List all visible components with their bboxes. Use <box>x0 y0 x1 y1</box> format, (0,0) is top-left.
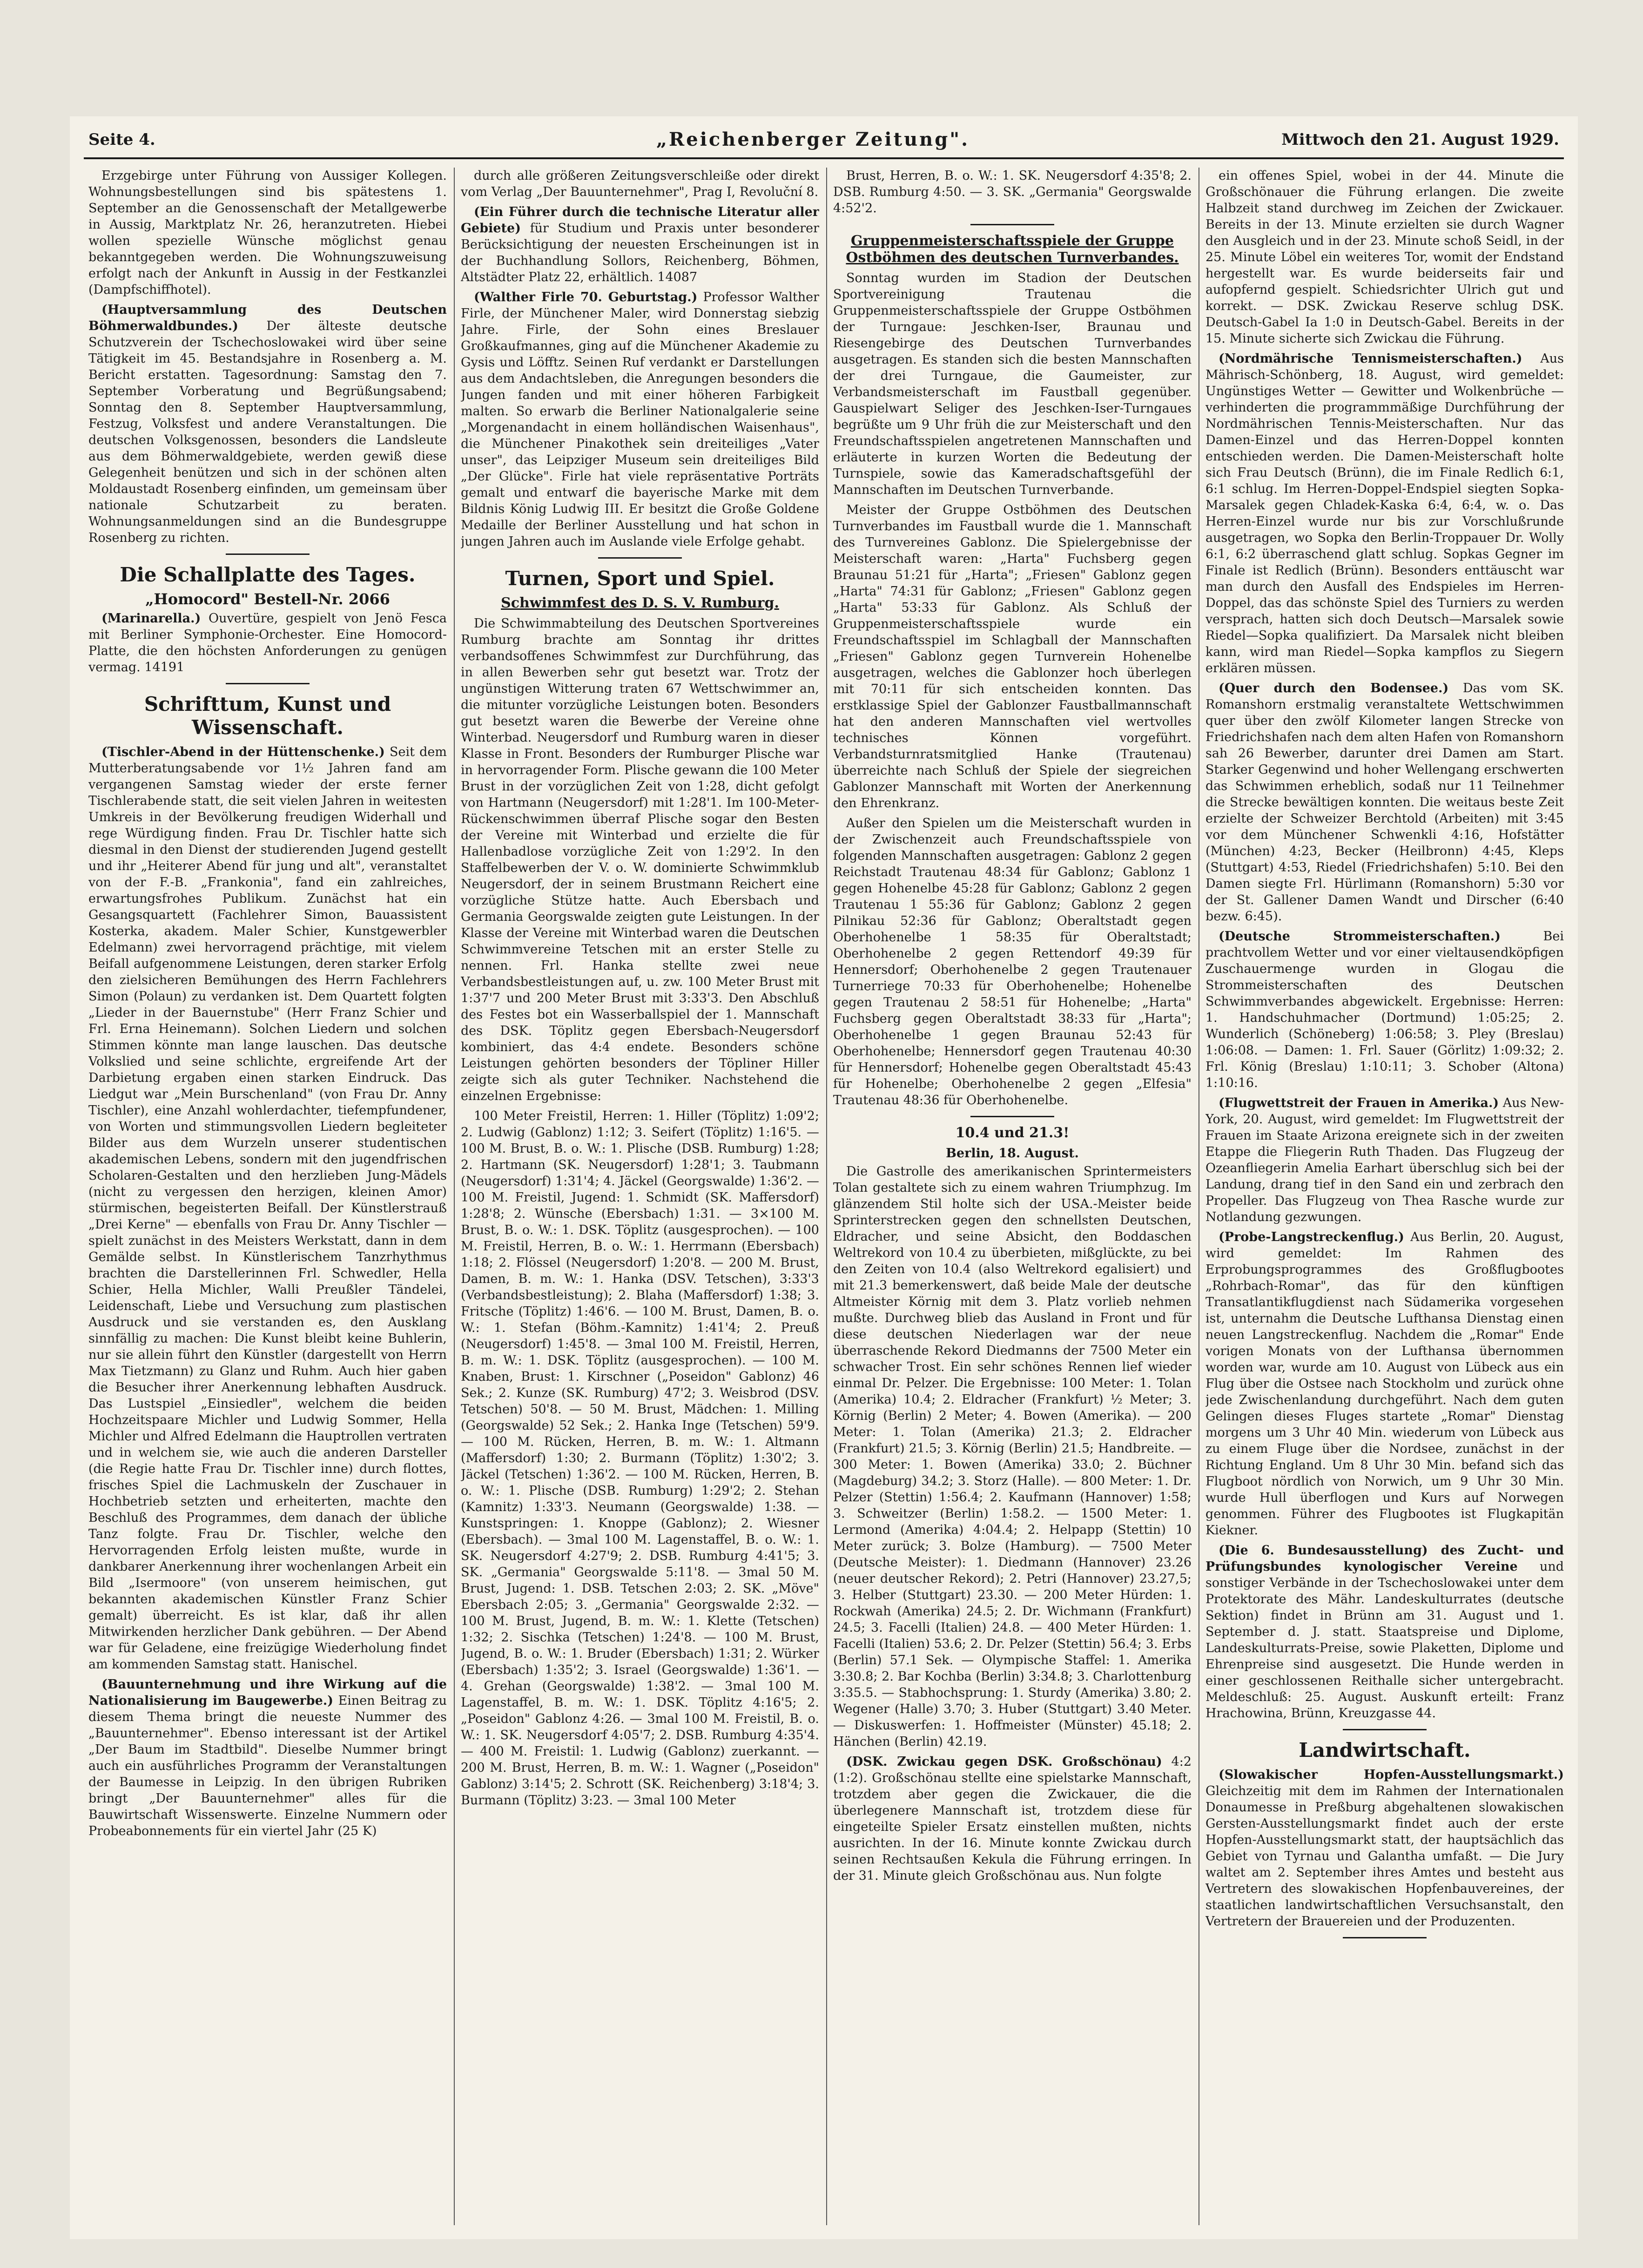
article-schwimmfest-results: 100 Meter Freistil, Herren: 1. Hiller (Töplitz) 1:09'2; 2. Ludwig (Gablonz) 1:12; 3. Seifert (Töplitz) 1:16'5. — 100 M. Brust, B. o. W.: 1. Plische (DSB. Rumburg) 1:28; 2. Hartmann (SK. Neugersdorf) 1:28'1; 3. Taubmann (Neugersdorf) 1:31'4; 4. Jäckel (Georgswalde) 1:36'2. — 100 M. Freistil, Jugend: 1. Schmidt (SK. Maffersdorf) 1:28'8; 2. Wünsche (Ebersbach) 1:31. — 3×100 M. Brust, B. o. W.: 1. DSK. Töplitz (ausgesprochen). — 100 M. Freistil, Herren, B. o. W.: 1. Herrmann (Ebersbach) 1:18; 2. Flössel (Neugersdorf) 1:20'8. — 200 M. Brust, Damen, B. m. W.: 1. Hanka (DSV. Tetschen), 3:33'3 (Verbandsbestleistung); 2. Blaha (Maffersdorf) 1:38; 3. Fritsche (Töplitz) 1:46'6. — 100 M. Brust, Damen, B. o. W.: 1. Stefan (Böhm.-Kamnitz) 1:41'4; 2. Preuß (Neugersdorf) 1:45'8. — 3mal 100 M. Freistil, Herren, B. m. W.: 1. DSK. Töplitz (ausgesprochen). — 100 M. Knaben, Brust: 1. Kirschner („Poseidon" Gablonz) 46 Sek.; 2. Kunze (SK. Rumburg) 47'2; 3. Weisbrod (DSV. Tetschen) 50'8. — 50 M. Brust, Mädchen: 1. Milling (Georgswalde) 52 Sek.; 2. Hanka Inge (Tetschen) 59'9. — 100 M. Rücken, Herren, B. m. W.: 1. Altmann (Maffersdorf) 1:30; 2. Burmann (Töplitz) 1:30'2; 3. Jäckel (Tetschen) 1:36'2. — 100 M. Rücken, Herren, B. o. W.: 1. Plische (DSB. Rumburg) 1:29'2; 2. Stehan (Kamnitz) 1:33'3. Neumann (Georgswalde) 1:38. — Kunstspringen: 1. Knoppe (Gablonz); 2. Wiesner (Ebersbach). — 3mal 100 M. Lagenstaffel, B. o. W.: 1. SK. Neugersdorf 4:27'9; 2. DSB. Rumburg 4:41'5; 3. SK. „Germania" Georgswalde 5:11'8. — 3mal 50 M. Brust, Jugend: 1. DSB. Tetschen 2:03; 2. SK. „Möve" Ebersbach 2:05; 3. „Germania" Georgswalde 2:32. — 100 M. Brust, Jugend, B. m. W.: 1. Klette (Tetschen) 1:32; 2. Sischka (Tetschen) 1:24'8. — 100 M. Brust, Jugend, B. o. W.: 1. Bruder (Ebersbach) 1:31; 2. Würker (Ebersbach) 1:35'2; 3. Israel (Georgswalde) 1:36'1. — 4. Grehan (Georgswalde) 1:38'2. — 3mal 100 M. Lagenstaffel, B. m. W.: 1. DSK. Töplitz 4:16'5; 2. „Poseidon" Gablonz 4:26. — 3mal 100 M. Freistil, B. o. W.: 1. SK. Neugersdorf 4:05'7; 2. DSB. Rumburg 4:35'4. — 400 M. Freistil: 1. Ludwig (Gablonz) zuerkannt. — 200 M. Brust, Herren, B. m. W.: 1. Wagner („Poseidon" Gablonz) 3:14'5; 2. Schrott (SK. Reichenberg) 3:18'4; 3. Burmann (Töplitz) 3:23. — 3mal 100 Meter <box>461 1109 819 1808</box>
article-gruppenmeisterschaft: Sonntag wurden im Stadion der Deutschen Sportvereinigung Trautenau die Gruppenmeisterschaftsspiele der Gruppe Ostböhmen der Turngaue: Jeschken-Iser, Braunau und Riesengebirge des Deutschen Turnverbandes ausgetragen. Es standen sich die besten Mannschaften der drei Turngaue, die Gaumeister, zur Verbandsmeisterschaft im Faustball gegenüber. Gauspielwart Seliger des Jeschken-Iser-Turngaues begrüßte um 9 Uhr früh die zur Meisterschaft und den Freundschaftsspielen angetretenen Mannschaften und erläuterte in kurzen Worten die Bedeutung der Turnspiele, sowie das Kameradschaftsgefühl der Mannschaften im Deutschen Turnverbande. <box>833 271 1192 497</box>
column-4 <box>1205 168 1564 2225</box>
article-body: Seit dem Mutterberatungsabende vor 1½ Jahren fand am vergangenen Samstag wieder der erste ferner Tischlerabende statt, die seit vielen Jahren in weitesten Umkreis in der Bevölkerung freudigen Widerhall und rege Würdigung finden. Frau Dr. Tischler hatte sich diesmal in den Dienst der studierenden Jugend gestellt und ihr „Heiterer Abend für jung und alt", veranstaltet von der F.-B. „Frankonia", fand ein zahlreiches, erwartungsfrohes Publikum. Zunächst hat ein Gesangsquartett (Fachlehrer Simon, Bauassistent Kosterka, akadem. Maler Schier, Kunstgewerbler Edelmann) zwei hervorragend prächtige, mit vielem Beifall aufgenommene Leistungen, deren starker Erfolg den zielsicheren Bemühungen des Herrn Fachlehrers Simon (Polaun) zu verdanken ist. Dem Quartett folgten „Lieder in der Bauernstube" (Herr Franz Schier und Frl. Erna Heinemann). Solchen Liedern und solchen Stimmen könnte man lange lauschen. Das deutsche Volkslied und seine schlichte, ergreifende Art der Darbietung ergaben einen starken Eindruck. Das Liedgut war „Mein Burschenland" (von Frau Dr. Anny Tischler), eine Anzahl wohlerdachter, tiefempfundener, von Worten und stimmungsvollen Liedern begleiteter Bilder aus dem Wurzeln unserer studentischen akademischen Lebens, sondern mit den jugendfrischen Scholaren-Gestalten und den herzlieben Jung-Mädels (nicht zu vergessen den herzigen, kleinen Amor) stürmischen, begeisterten Beifall. Der Künstlerstrauß „Drei Kerne" — ebenfalls von Frau Dr. Anny Tischler — spielt zunächst in des Meisters Werkstatt, dann in dem Gemälde selbst. In Künstlerischem Tanzrhythmus brachten die Darstellerinnen Frl. Schwedler, Hella Schier, Hella Michler, Walli Preußler Tändelei, Leidenschaft, Liebe und Versuchung zum plastischen Ausdruck und sie verstanden es, den Ausklang sinnfällig zu machen: Die Kunst bleibt keine Buhlerin, nur sie allein führt den Künstler (dargestellt von Herrn Max Tietzmann) zu Glanz und Ruhm. Auch hier gaben die Besucher ihrer Anerkennung lebhaften Ausdruck. Das Lustspiel „Einsiedler", welchem die beiden Hochzeitspaare Michler und Ludwig Sommer, Hella Michler und Alfred Edelmann die Hauptrollen vertraten und in welchem sie, wie auch die anderen Darsteller (die Regie hatte Frau Dr. Tischler inne) durch flottes, frisches Spiel die Lachmuskeln der Zuschauer in Hochbetrieb setzten und erheiterten, machte den Beschluß des Programmes, dem danach der übliche Tanz folgte. Frau Dr. Tischler, welche den Hervorragenden Erfolg leisten mußte, wurde in dankbarer Anerkennung ihrer wochenlangen Arbeit ein Bild „Isermoore" (von unserem heimischen, gut bekannten akademischen Künstler Franz Schier gemalt) überreicht. Es ist klar, daß ihr allen Mitwirkenden herzlicher Dank gebühren. — Der Abend war für Geladene, eine freizügige Wiederholung findet am kommenden Samstag statt. Hanischel. <box>88 745 447 1672</box>
article-body: 4:2 (1:2). Großschönau stellte eine spielstarke Mannschaft, trotzdem aber gegen die Zwickauer, die die überlegenere Mannschaft ist, trotzdem diese für eingeteilte Spieler Ersatz einstellen mußten, nichts ausrichten. In der 16. Minute konnte Zwickau durch seinen Rechtsaußen Kekula die Führung erringen. In der 31. Minute gleich Großschönau aus. Nun folgte <box>833 1755 1192 1883</box>
article-hopfenmarkt <box>1205 1767 1564 1930</box>
article-lead: (DSK. Zwickau gegen DSK. Großschönau) <box>846 1755 1162 1769</box>
article-body: für Studium und Praxis unter besonderer Berücksichtigung der neuesten Erscheinungen ist in der Buchhandlung Sollors, Reichenberg, Böhmen, Altstädter Platz 22, erhältlich. 14087 <box>461 221 819 284</box>
article-schwimmfest: Die Schwimmabteilung des Deutschen Sportvereines Rumburg brachte am Sonntag ihr drittes verbandsoffenes Schwimmfest zur Durchführung, das in allen Bewerben sehr gut besetzt war. Trotz der ungünstigen Witterung traten 67 Wettschwimmer an, die mitunter vorzügliche Leistungen boten. Besonders gut besetzt waren die Bewerbe der Vereine ohne Winterbad. Neugersdorf und Rumburg waren in dieser Klasse in Front. Besonders der Rumburger Plische war in hervorragender Form. Plische gewann die 100 Meter Brust in der vorzüglichen Zeit von 1:28, dicht gefolgt von Hartmann (Neugersdorf) mit 1:28'1. Im 100-Meter-Rückenschwimmen überraf Plische sogar den Besten der Vereine mit Winterbad und erzielte die für Hallenbadlose vorzügliche Zeit von 1:29'2. In den Staffelbewerben der V. o. W. dominierte Schwimmklub Neugersdorf, der in seinem Brustmann Reichert eine vorzügliche Stütze hatte. Auch Ebersbach und Germania Georgswalde zeigten gute Leistungen. In der Klasse der Vereine mit Winterbad waren die Deutschen Schwimmvereine Tetschen mit an erster Stelle zu nennen. Frl. Hanka stellte zwei neue Verbandsbestleistungen auf, u. zw. 100 Meter Brust mit 1:37'7 und 200 Meter Brust mit 3:33'3. Den Abschluß des Festes bot ein Wasserballspiel der 1. Mannschaft des DSK. Töplitz gegen Ebersbach-Neugersdorf kombiniert, das 4:4 endete. Besonders schöne Leistungen gehörten besonders der Töpliner Hiller zeigte sich als guter Techniker. Nachstehend die einzelnen Ergebnisse: <box>461 616 819 1103</box>
article-boehmerwaldbund <box>88 302 447 546</box>
article-body: Einen Beitrag zu diesem Thema bringt die neueste Nummer des „Bauunternehmer". Ebenso interessant ist der Artikel „Der Baum im Stadtbild". Dieselbe Nummer bringt auch ein ausführliches Programm der Veranstaltungen der Baumesse in Leipzig. In den übrigen Rubriken bringt „Der Bauunternehmer" alles für die Bauwirtschaft Wissenswerte. Einzelne Nummern oder Probeabonnements für ein viertel Jahr (25 K) <box>88 1694 447 1838</box>
article-marinarella <box>88 610 447 675</box>
article-heading-tolan: 10.4 und 21.3! <box>955 1125 1070 1141</box>
article-dateline: Berlin, 18. August. <box>946 1146 1079 1161</box>
header-rule <box>84 157 1564 159</box>
article-lead: (Tischler-Abend in der Hüttenschenke.) <box>101 745 385 759</box>
article-lead: (Hauptversammlung des Deutschen Böhmerwaldbundes.) <box>88 303 447 333</box>
column-rule <box>454 168 455 2225</box>
article-body: Aus Mährisch-Schönberg, 18. August, wird gemeldet: Ungünstiges Wetter — Gewitter und Wolkenbrüche — verhinderten die programmmäßige Durchführung der Nordmährischen Tennis-Meisterschaften. Nur das Damen-Einzel und das Herren-Doppel konnten entschieden werden. Die Damen-Meisterschaft holte sich Frau Deutsch (Brünn), die im Finale Redlich 6:1, 6:1 schlug. Im Herren-Doppel-Endspiel siegten Sopka-Marsalek gegen Chladek-Kaska 6:4, 6:4, w. o. Das Herren-Einzel wurde nur bis zur Vorschlußrunde ausgetragen, wo Sopka den Berlin-Troppauer Dr. Wolly 6:1, 6:2 überraschend glatt schlug. Sopkas Gegner im Finale ist Redlich (Brünn). Besonders enttäuscht war man durch den Ausfall des Endspieles im Herren-Doppel, das das schönste Spiel des Turniers zu werden versprach, hatten sich doch Deutsch—Marsalek sowie Riedel—Sopka qualifiziert. Da Marsalek nicht bleiben kann, wird man Riedel—Sopka kampflos zu Siegern erklären müssen. <box>1205 351 1564 675</box>
article-flugwettstreit <box>1205 1095 1564 1225</box>
article-body: Gleichzeitig mit dem im Rahmen der Internationalen Donaumesse in Preßburg abgehaltenen slowakischen Gersten-Ausstellungsmarkt findet auch der erste Hopfen-Ausstellungsmarkt statt, der hauptsächlich das Gebiet von Tyrnau und Galantha umfaßt. — Die Jury waltet am 2. September ihres Amtes und besteht aus Vertretern des slowakischen Hopfenbauvereines, der staatlichen landwirtschaftlichen Versuchsanstalt, den Vertretern der Brauereien und der Produzenten. <box>1205 1784 1564 1929</box>
article-lead: (Slowakischer Hopfen-Ausstellungsmarkt.) <box>1219 1768 1564 1782</box>
article-body: Das vom SK. Romanshorn erstmalig veranstaltete Wettschwimmen quer über den zwölf Kilometer langen Strecke von Friedrichshafen nach dem alten Hafen von Romanshorn sah 26 Bewerber, darunter drei Damen am Start. Starker Gegenwind und hoher Wellengang erschwerten das Schwimmen erheblich, sodaß nur 11 Teilnehmer die Strecke bewältigen konnten. Die weitaus beste Zeit erzielte der Schweizer Berchtold (Arbeiten) mit 3:45 vor dem Münchener Schwenkli 4:16, Hofstätter (München) 4:23, Becker (Heilbronn) 4:45, Kleps (Stuttgart) 4:53, Riedel (Friedrichshafen) 5:10. Bei den Damen siegte Frl. Hürlimann (Romanshorn) 5:30 vor der St. Gallener Damen Wandt und Dirscher (6:40 bezw. 6:45). <box>1205 681 1564 924</box>
section-heading-kunst: Schrifttum, Kunst und Wissenschaft. <box>144 693 391 739</box>
page-number: Seite 4. <box>88 130 155 149</box>
article-lead: (Die 6. Bundesausstellung) des Zucht- und Prüfungsbundes kynologischer Vereine <box>1205 1543 1564 1574</box>
newspaper-page <box>70 116 1578 2239</box>
section-divider <box>226 554 310 555</box>
article-erzgebirge: Erzgebirge unter Führung von Aussiger Kollegen. Wohnungsbestellungen sind bis spätestens 1. September an die Genossenschaft der Metallgewerbe in Aussig, Marktplatz Nr. 26, heranzutreten. Hiebei wollen spezielle Wünsche möglichst genau bekanntgegeben werden. Die Wohnungszuweisung erfolgt nach der Ankunft in Aussig in der Festkanzlei (Dampfschiffhotel). <box>88 169 447 297</box>
article-bauunternehmer-cont: durch alle größeren Zeitungsverschleiße oder direkt vom Verlag „Der Bauunternehmer", Prag I, Revoluční 8. <box>461 169 819 199</box>
article-bundesausstellung <box>1205 1542 1564 1721</box>
article-body: Professor Walther Firle, der Münchener Maler, wird Donnerstag siebzig Jahre. Firle, der Sohn eines Breslauer Großkaufmannes, ging auf die Münchener Akademie zu Gysis und Löfftz. Seinen Ruf verdankt er Darstellungen aus dem Andachtsleben, die Anregungen besonders die Jungen fanden und mit einer höheren Farbigkeit malten. So erwarb die Berliner Nationalgalerie seine „Morgenandacht in einem holländischen Waisenhaus", die Münchener Pinakothek sein dreiteiliges „Vater unser", das Leipziger Museum sein dreiteiliges Bild „Der Glücke". Firle hat viele repräsentative Porträts gemalt und entwarf die bayerische Marke mit dem Bildnis König Ludwig III. Er besitzt die Große Goldene Medaille der Berliner Ausstellung und hat schon in jungen Jahren auch im Auslande viele Erfolge gehabt. <box>461 290 819 549</box>
article-body: Ouvertüre, gespielt von Jenö Fesca mit Berliner Symphonie-Orchester. Eine Homocord-Platte, die den höchsten Anforderungen zu genügen vermag. 14191 <box>88 611 447 675</box>
article-schwimmfest-results-cont: Brust, Herren, B. o. W.: 1. SK. Neugersdorf 4:35'8; 2. DSB. Rumburg 4:50. — 3. SK. „Germania" Georgswalde 4:52'2. <box>833 169 1192 216</box>
article-body: Aus Berlin, 20. August, wird gemeldet: Im Rahmen des Erprobungsprogrammes des Großflugbootes „Rohrbach-Romar", das für den künftigen Transatlantikflugdienst nach Südamerika vorgesehen ist, unternahm die Deutsche Lufthansa Dienstag einen neuen Langstreckenflug. Nachdem die „Romar" Ende vorigen Monats von der Lufthansa übernommen worden war, wurde am 10. August von Lübeck aus ein Flug über die Ostsee nach Stockholm und zurück ohne jede Zwischenlandung durchgeführt. Nach dem guten Gelingen dieses Fluges startete „Romar" Dienstag morgens um 3 Uhr 40 Min. wiederum von Lübeck aus zu einem Fluge über die Nordsee, zunächst in der Richtung England. Um 8 Uhr 30 Min. befand sich das Flugboot nördlich von Norwich, um 9 Uhr 30 Min. wurde Hull überflogen und Kurs auf Norwegen genommen. Führer des Flugbootes ist Flugkapitän Kiekner. <box>1205 1230 1564 1538</box>
section-divider <box>1343 1937 1427 1938</box>
section-divider <box>1343 1729 1427 1730</box>
newspaper-title: „Reichenberger Zeitung". <box>656 128 970 150</box>
column-1 <box>88 168 447 2225</box>
column-3 <box>833 168 1192 2225</box>
article-body: Der älteste deutsche Schutzverein der Tschechoslowakei wird über seine Tätigkeit im 45. Bestandsjahre in Rosenberg a. M. Bericht erstatten. Tagesordnung: Samstag den 7. September Vorberatung und Begrüßungsabend; Sonntag den 8. September Hauptversammlung, Festzug, Volksfest und andere Veranstaltungen. Die deutschen Volksgenossen, besonders die Landsleute aus dem Böhmerwaldgebiete, werden gewiß diese Gelegenheit benützen und sich in der schönen alten Moldaustadt Rosenberg einfinden, um gemeinsam über nationale Schutzarbeit zu beraten. Wohnungsanmeldungen sind an die Bundesgruppe Rosenberg zu richten. <box>88 319 447 545</box>
section-divider <box>970 224 1054 225</box>
section-divider <box>970 1116 1054 1117</box>
article-lead: (Quer durch den Bodensee.) <box>1219 681 1449 695</box>
article-lead: (Bauunternehmung und ihre Wirkung auf die Nationalisierung im Baugewerbe.) <box>88 1677 447 1708</box>
article-body: und sonstiger Verbände in der Tschechoslowakei unter dem Protektorate des Mähr. Landeskulturrates (deutsche Sektion) findet in Brünn am 31. August und 1. September d. J. statt. Staatspreise und Diplome, Landeskulturrats-Preise, sowie Plaketten, Diplome und Ehrenpreise sind ausgesetzt. Die Hunde werden in einer geschlossenen Reithalle sicher untergebracht. Meldeschluß: 25. August. Auskunft erteilt: Franz Hrachowina, Brünn, Kreuzgasse 44. <box>1205 1559 1564 1721</box>
section-heading-schallplatte: Die Schallplatte des Tages. <box>120 563 416 586</box>
article-lead: (Deutsche Strommeisterschaften.) <box>1219 929 1501 944</box>
section-heading-sport: Turnen, Sport und Spiel. <box>505 567 775 590</box>
article-lead: (Marinarella.) <box>101 611 201 626</box>
article-firle <box>461 289 819 550</box>
issue-date: Mittwoch den 21. August 1929. <box>1281 130 1559 149</box>
article-gruppenmeister-result: Meister der Gruppe Ostböhmen des Deutschen Turnverbandes im Faustball wurde die 1. Mannschaft des Turnvereines Gablonz. Die Spielergebnisse der Meisterschaft waren: „Harta" Fuchsberg gegen Braunau 51:21 für „Harta"; „Friesen" Gablonz gegen „Harta" 74:31 für Gablonz; „Friesen" Gablonz gegen „Harta" 53:33 für Gablonz. Als Schluß der Gruppenmeisterschaftsspiele wurde ein Freundschaftsspiel im Schlagball der Mannschaften „Friesen" Gablonz gegen Turnverein Hohenelbe ausgetragen, welches die Gablonzer hoch überlegen mit 70:11 für sich entscheiden konnten. Das erstklassige Spiel der Gablonzer Faustballmannschaft hat den anderen Mannschaften viel wertvolles technisches Können vorgeführt. Verbandsturnratsmitglied Hanke (Trautenau) überreichte nach Schluß der Spiele der siegreichen Gablonzer Mannschaft mit Worten der Anerkennung den Ehrenkranz. <box>833 503 1192 810</box>
page-header <box>88 126 1559 154</box>
article-strommeisterschaft <box>1205 928 1564 1091</box>
article-lead: (Flugwettstreit der Frauen in Amerika.) <box>1219 1096 1499 1110</box>
article-lead: (Nordmährische Tennismeisterschaften.) <box>1219 351 1522 366</box>
article-literatur <box>461 204 819 285</box>
article-lead: (Walther Firle 70. Geburtstag.) <box>474 290 698 304</box>
record-order-number: „Homocord" Bestell-Nr. 2066 <box>145 590 390 608</box>
section-heading-landwirtschaft: Landwirtschaft. <box>1299 1739 1471 1762</box>
article-tolan: Die Gastrolle des amerikanischen Sprintermeisters Tolan gestaltete sich zu einem wahren Triumphzug. Im glänzendem Stil holte sich der USA.-Meister beide Sprinterstrecken gegen den schnellsten Deutschen, Eldracher, und seine Absicht, den Boddaschen Weltrekord von 10.4 zu überbieten, mißglückte, zu bei den Zeiten von 10.4 (also Weltrekord egalisiert) und mit 21.3 bemerkenswert, daß beide Male der deutsche Altmeister Körnig mit dem 3. Platz vorlieb nehmen mußte. Durchweg blieb das Ausland in Front und für diese deutschen Niederlagen war der neue überraschende Rekord Diedmanns der 7500 Meter ein schwacher Trost. Ein sehr schönes Rennen lief wieder einmal Dr. Pelzer. Die Ergebnisse: 100 Meter: 1. Tolan (Amerika) 10.4; 2. Eldracher (Frankfurt) ½ Meter; 3. Körnig (Berlin) 2 Meter; 4. Bowen (Amerika). — 200 Meter: 1. Tolan (Amerika) 21.3; 2. Eldracher (Frankfurt) 21.5; 3. Körnig (Berlin) 21.5; Handbreite. — 300 Meter: 1. Bowen (Amerika) 33.0; 2. Büchner (Magdeburg) 34.2; 3. Storz (Halle). — 800 Meter: 1. Dr. Pelzer (Stettin) 1:56.4; 2. Kaufmann (Hannover) 1:58; 3. Schweitzer (Berlin) 1:58.2. — 1500 Meter: 1. Lermond (Amerika) 4:04.4; 2. Helpapp (Stettin) 10 Meter zurück; 3. Bolze (Hamburg). — 7500 Meter (Deutsche Meister): 1. Diedmann (Hannover) 23.26 (neuer deutscher Rekord); 2. Petri (Hannover) 23.27,5; 3. Helber (Stuttgart) 23.30. — 200 Meter Hürden: 1. Rockwah (Amerika) 24.5; 2. Dr. Wichmann (Frankfurt) 24.5; 3. Facelli (Italien) 24.8. — 400 Meter Hürden: 1. Facelli (Italien) 53.6; 2. Dr. Pelzer (Stettin) 56.4; 3. Erbs (Berlin) 57.1 Sek. — Olympische Staffel: 1. Amerika 3:30.8; 2. Bar Kochba (Berlin) 3:34.8; 3. Charlottenburg 3:35.5. — Stabhochsprung: 1. Sturdy (Amerika) 3.80; 2. Wegener (Halle) 3.70; 3. Huber (Stuttgart) 3.40 Meter. — Diskuswerfen: 1. Hoffmeister (Münster) 45.18; 2. Hänchen (Berlin) 42.19. <box>833 1164 1192 1749</box>
article-tischler-abend <box>88 744 447 1673</box>
article-heading-gruppenmeisterschaft: Gruppenmeisterschaftsspiele der Gruppe Ostböhmen des deutschen Turnverbandes. <box>846 233 1179 266</box>
column-2 <box>461 168 819 2225</box>
article-tennis <box>1205 351 1564 676</box>
article-body: Bei prachtvollem Wetter und vor einer vieltausendköpfigen Zuschauermenge wurden in Glogau die Strommeisterschaften des Deutschen Schwimmverbandes abgewickelt. Ergebnisse: Herren: 1. Handschuhmacher (Dortmund) 1:05:25; 2. Wunderlich (Schöneberg) 1:06:58; 3. Pley (Breslau) 1:06:08. — Damen: 1. Frl. Sauer (Görlitz) 1:09:32; 2. Frl. König (Breslau) 1:10:11; 3. Schober (Altona) 1:10:16. <box>1205 929 1564 1090</box>
article-zwickau <box>833 1754 1192 1884</box>
article-freundschaftsspiele: Außer den Spielen um die Meisterschaft wurden in der Zwischenzeit auch Freundschaftsspiele von folgenden Mannschaften ausgetragen: Gablonz 2 gegen Reichstadt Trautenau 48:34 für Gablonz; Gablonz 1 gegen Hohenelbe 45:28 für Gablonz; Gablonz 2 gegen Trautenau 1 55:36 für Gablonz; Gablonz 2 gegen Pilnikau 52:36 für Gablonz; Oberaltstadt gegen Oberhohenelbe 1 58:35 für Oberaltstadt; Oberhohenelbe 2 gegen Rettendorf 49:39 für Hennersdorf; Oberhohenelbe 2 gegen Trautenauer Turnerriege 70:33 für Oberhohenelbe; Hohenelbe gegen Trautenau 2 58:51 für Hohenelbe; „Harta" Fuchsberg gegen Oberaltstadt 38:33 für „Harta"; Oberhohenelbe 1 gegen Braunau 52:43 für Oberhohenelbe; Hennersdorf gegen Trautenau 40:30 für Hennersdorf; Hohenelbe gegen Oberaltstadt 45:43 für Hohenelbe; Oberhohenelbe 2 gegen „Elfesia" Trautenau 48:36 für Oberhohenelbe. <box>833 816 1192 1107</box>
article-bodensee <box>1205 680 1564 925</box>
section-divider <box>226 683 310 684</box>
article-zwickau-cont: ein offenes Spiel, wobei in der 44. Minute die Großschönauer die Führung erlangen. Die zweite Halbzeit stand durchweg im Zeichen der Zwickauer. Bereits in der 13. Minute erzielten sie durch Wagner den Ausgleich und in der 23. Minute schoß Seidl, in der 25. Minute Löbel ein weiteres Tor, womit der Endstand hergestellt war. Es wurde beiderseits fair und aufopfernd gespielt. Schiedsrichter Ulrich gut und korrekt. — DSK. Zwickau Reserve schlug DSK. Deutsch-Gabel Ia 1:0 in Deutsch-Gabel. Bereits in der 15. Minute sicherte sich Zwickau die Führung. <box>1205 169 1564 346</box>
article-langstreckenflug <box>1205 1229 1564 1539</box>
article-lead: (Probe-Langstreckenflug.) <box>1219 1230 1404 1244</box>
section-divider <box>598 557 682 559</box>
article-body: Aus New-York, 20. August, wird gemeldet: Im Flugwettstreit der Frauen im Staate Arizona ereignete sich in der zweiten Etappe die Fliegerin Ruth Thaden. Das Flugzeug der Ozeanfliegerin Amelia Earhart überschlug sich bei der Landung, drang tief in den Sand ein und zerbrach den Propeller. Das Flugzeug von Thea Rasche wurde zur Notlandung gezwungen. <box>1205 1096 1564 1224</box>
article-bauunternehmer <box>88 1676 447 1839</box>
article-lead: (Ein Führer durch die technische Literatur aller Gebiete) <box>461 205 819 236</box>
article-heading-schwimmfest: Schwimmfest des D. S. V. Rumburg. <box>501 595 779 611</box>
column-rule <box>826 168 827 2225</box>
